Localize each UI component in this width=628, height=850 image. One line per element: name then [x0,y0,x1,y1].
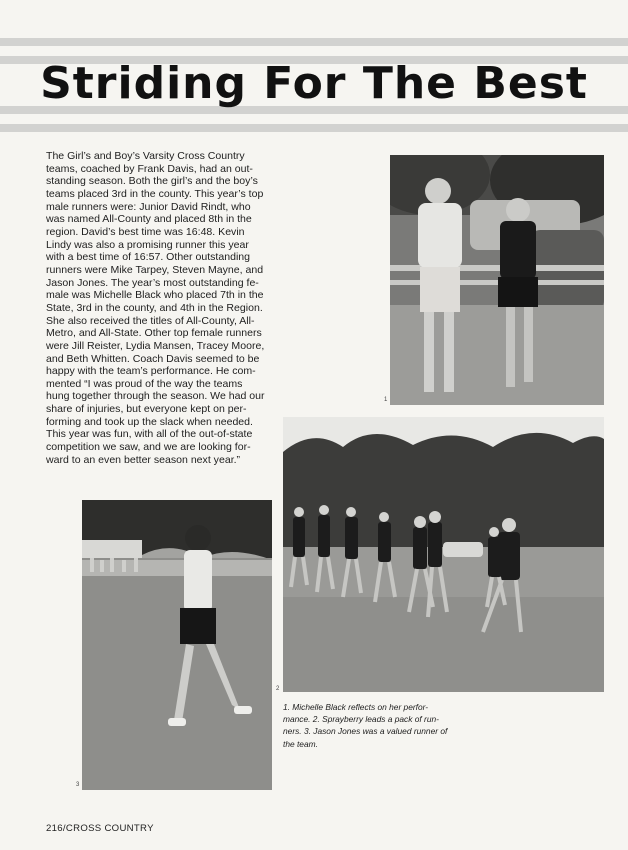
photo-pack-of-runners [283,417,604,692]
body-line: She also received the titles of All-County, All- [46,314,255,327]
body-line: was named All-County and placed 8th in the [46,213,252,226]
page-footer: 216/CROSS COUNTRY [46,823,154,834]
body-line: Metro, and All-State. Other top female runners [46,327,262,340]
body-line: teams, coached by Frank Davis, had an out- [46,162,253,175]
body-line: forming and took up the slack when needed. [46,415,253,428]
article-body [46,150,272,466]
body-line: Lindy was also a promising runner this year [46,238,249,251]
photo-caption [283,701,473,750]
body-line: standing season. Both the girl’s and the boy’s [46,175,258,188]
page-title: Striding For The Best [40,58,588,109]
body-line: share of injuries, but everyone kept on per- [46,403,247,416]
caption-line: mance. 2. Sprayberry leads a pack of run- [283,714,439,725]
photo-number-3: 3 [76,782,80,788]
body-line: ward to an even better season next year.” [46,453,241,466]
body-line: male was Michelle Black who placed 7th in the [46,289,264,302]
photo-number-1: 1 [384,397,388,403]
body-line: runners were Mike Tarpey, Steven Mayne, and [46,263,264,276]
header-stripe-top [0,38,628,46]
body-line: male runners were: Junior David Rindt, who [46,200,251,213]
body-line: region. David’s best time was 16:48. Kevin [46,225,245,238]
header-stripe-bottom [0,124,628,132]
photo-number-2: 2 [276,686,280,692]
body-line: Jason Jones. The year’s most outstanding fe- [46,276,259,289]
body-line: happy with the team’s performance. He com- [46,365,256,378]
caption-line: the team. [283,738,318,749]
caption-line: 1. Michelle Black reflects on her perfor- [283,702,429,712]
body-line: The Girl’s and Boy’s Varsity Cross Country [46,150,245,162]
body-line: State, 3rd in the county, and 4th in the Region. [46,301,263,314]
caption-line: ners. 3. Jason Jones was a valued runner of [283,726,448,737]
body-line: This year was fun, with all of the out-of-state [46,428,253,441]
body-line: competition we saw, and we are looking for- [46,441,251,454]
photo-runner-walking [82,500,272,790]
body-line: hung together through the season. We had our [46,390,265,403]
body-line: and Beth Whitten. Coach Davis seemed to be [46,352,260,365]
body-line: were Jill Reister, Lydia Mansen, Tracey Moore, [46,339,265,352]
body-line: mented “I was proud of the way the teams [46,377,243,390]
photo-coach-and-runner [390,155,604,405]
body-line: with a best time of 16:57. Other outstanding [46,251,251,264]
body-line: teams placed 3rd in the county. This year’s top [46,187,264,200]
